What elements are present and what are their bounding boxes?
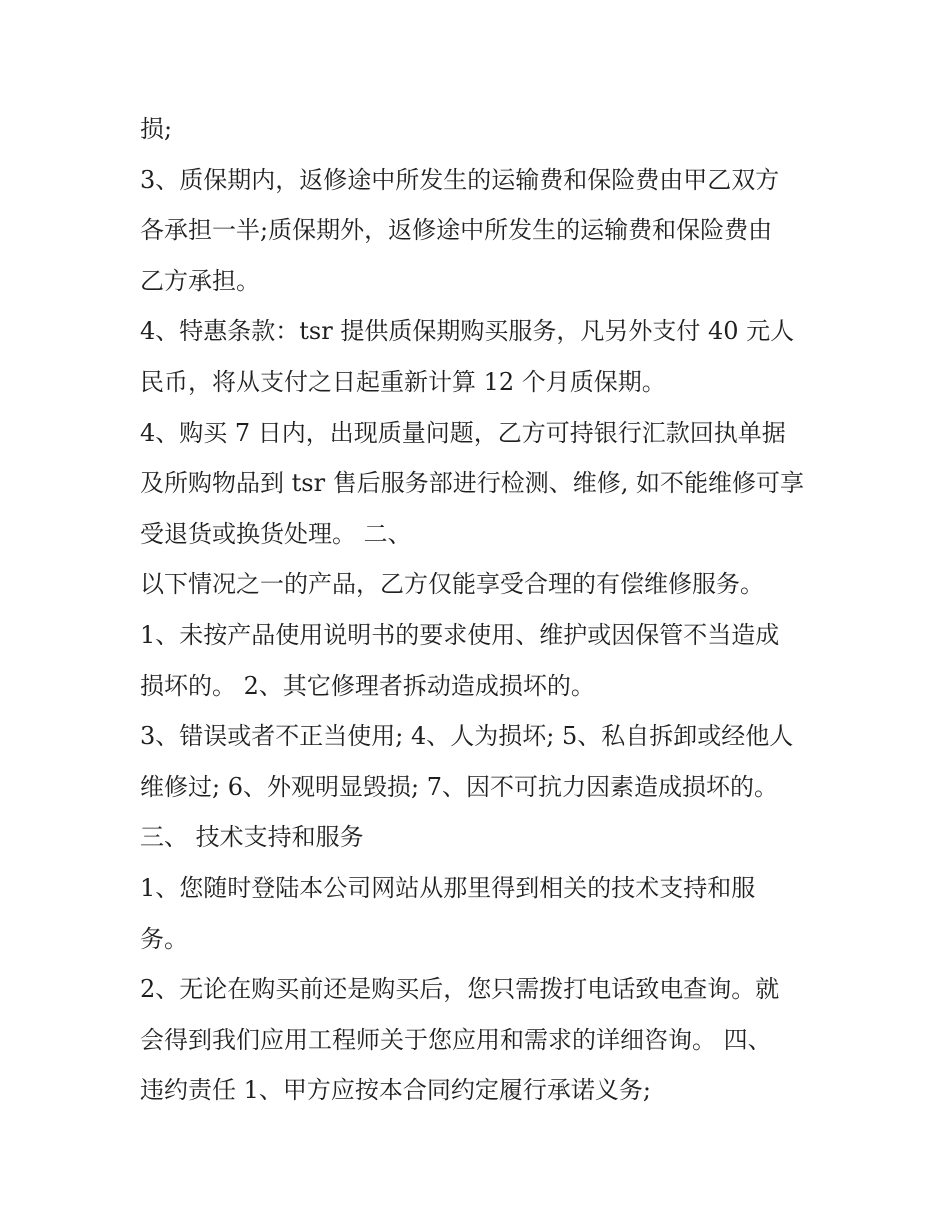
- text-line: 务。: [140, 924, 188, 953]
- text-line: 损;: [140, 115, 173, 143]
- text-line: 3、质保期内，返修途中所发生的运输费和保险费由甲乙双方: [140, 165, 780, 194]
- section-heading: 三、 技术支持和服务: [140, 823, 364, 852]
- text-line: 1、未按产品使用说明书的要求使用、维护或因保管不当造成: [140, 620, 780, 649]
- text-line: 违约责任 1、甲方应按本合同约定履行承诺义务;: [140, 1076, 651, 1105]
- text-line: 3、错误或者不正当使用; 4、人为损坏; 5、私自拆卸或经他人: [140, 722, 794, 751]
- text-line: 损坏的。 2、其它修理者拆动造成损坏的。: [140, 671, 595, 700]
- text-line: 4、购买 7 日内，出现质量问题，乙方可持银行汇款回执单据: [140, 418, 786, 447]
- text-line: 会得到我们应用工程师关于您应用和需求的详细咨询。 四、: [140, 1025, 772, 1054]
- document-body: [140, 104, 820, 1116]
- text-line: 2、无论在购买前还是购买后，您只需拨打电话致电查询。就: [140, 975, 780, 1004]
- text-line: 1、您随时登陆本公司网站从那里得到相关的技术支持和服: [140, 873, 756, 902]
- text-line: 各承担一半;质保期外，返修途中所发生的运输费和保险费由: [140, 216, 773, 245]
- text-line: 以下情况之一的产品，乙方仅能享受合理的有偿维修服务。: [140, 570, 764, 599]
- text-line: 受退货或换货处理。 二、: [140, 519, 412, 548]
- text-line: 及所购物品到 tsr 售后服务部进行检测、维修, 如不能维修可享: [140, 469, 804, 498]
- text-line: 民币，将从支付之日起重新计算 12 个月质保期。: [140, 367, 666, 396]
- text-line: 4、特惠条款：tsr 提供质保期购买服务，凡另外支付 40 元人: [140, 317, 795, 346]
- text-line: 维修过; 6、外观明显毁损; 7、因不可抗力因素造成损坏的。: [140, 772, 778, 801]
- text-line: 乙方承担。: [140, 266, 260, 295]
